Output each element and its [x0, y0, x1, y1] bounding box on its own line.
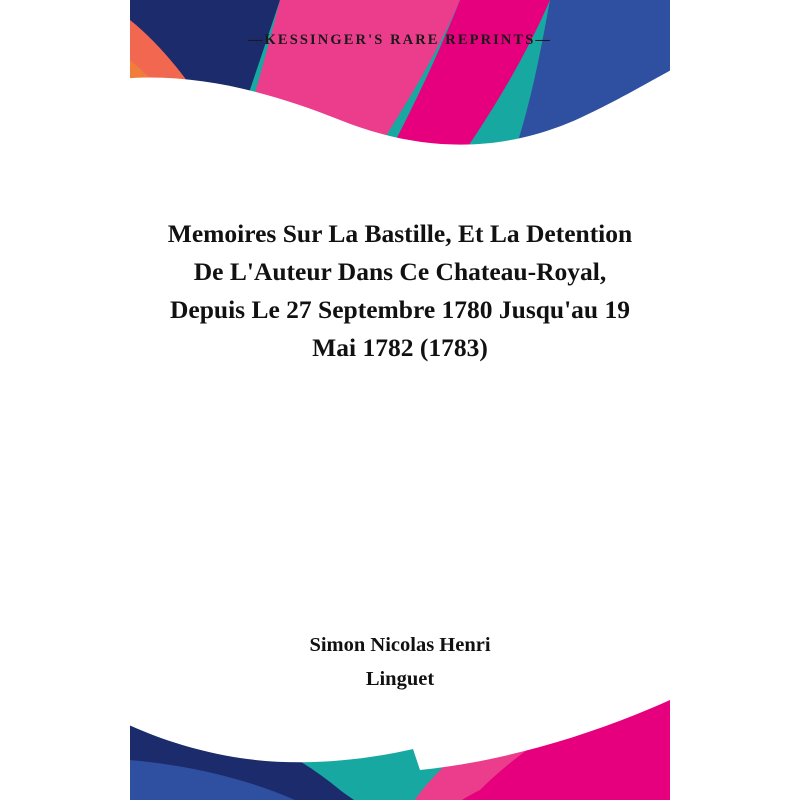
publisher-imprint: —KESSINGER'S RARE REPRINTS— [247, 32, 553, 48]
author-line-1: Simon Nicolas Henri [309, 634, 491, 656]
book-title: Memoires Sur La Bastille, Et La Detention De L'Auteur Dans Ce Chateau-Royal, Depuis Le 27 Septembre 1780 Jusqu'au 19 Mai 1782 (1783) [167, 219, 633, 362]
author-line-2: Linguet [365, 668, 435, 690]
book-cover-panel [130, 0, 670, 800]
book-author [190, 628, 610, 696]
